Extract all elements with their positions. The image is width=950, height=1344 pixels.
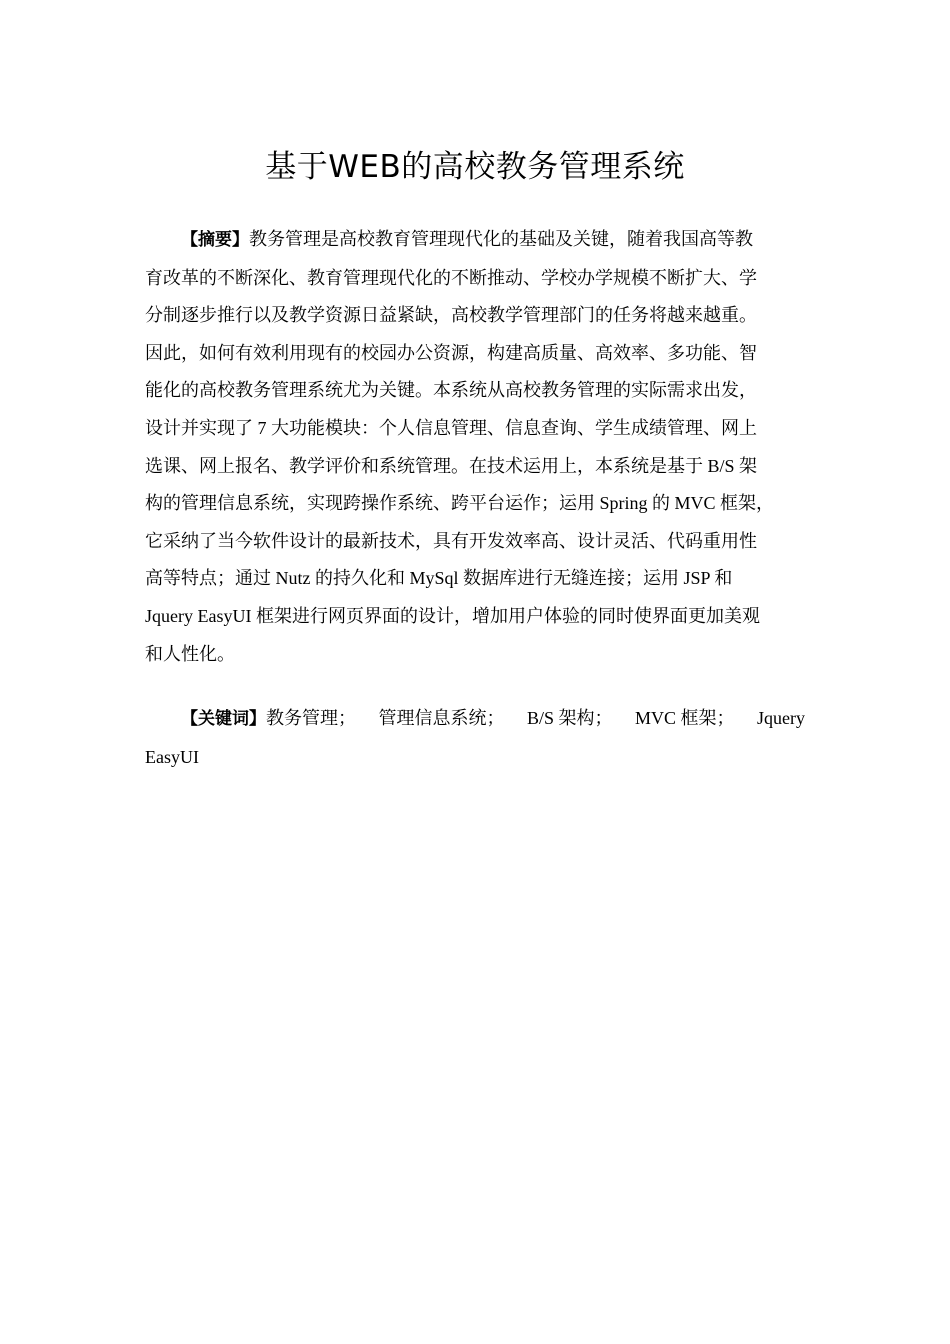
- abstract-line: Jquery EasyUI 框架进行网页界面的设计，增加用户体验的同时使界面更加美观: [145, 605, 760, 626]
- abstract-label: 【摘要】: [181, 230, 249, 250]
- keywords-continuation: EasyUI: [145, 746, 199, 767]
- abstract-line: 分制逐步推行以及教学资源日益紧缺，高校教学管理部门的任务将越来越重。: [145, 305, 757, 326]
- abstract-line: 设计并实现了 7 大功能模块：个人信息管理、信息查询、学生成绩管理、网上: [145, 417, 757, 438]
- abstract-line: 它采纳了当今软件设计的最新技术，具有开发效率高、设计灵活、代码重用性: [145, 530, 757, 551]
- abstract-line: 能化的高校教务管理系统尤为关键。本系统从高校教务管理的实际需求出发，: [145, 380, 757, 401]
- abstract-line-text: 教务管理是高校教育管理现代化的基础及关键，随着我国高等教: [249, 229, 753, 249]
- abstract-line: 育改革的不断深化、教育管理现代化的不断推动、学校办学规模不断扩大、学: [145, 267, 757, 288]
- abstract-line: 因此，如何有效利用现有的校园办公资源，构建高质量、高效率、多功能、智: [145, 342, 757, 363]
- abstract-line: 高等特点；通过 Nutz 的持久化和 MySql 数据库进行无缝连接；运用 JSP 和: [145, 568, 733, 589]
- abstract-line: 构的管理信息系统，实现跨操作系统、跨平台运作；运用 Spring 的 MVC 框架，: [145, 493, 775, 514]
- keywords-line: [145, 700, 805, 739]
- document-title: 基于WEB的高校教务管理系统: [265, 149, 685, 185]
- abstract-line: 选课、网上报名、教学评价和系统管理。在技术运用上，本系统是基于 B/S 架: [145, 455, 758, 476]
- abstract-line: 和人性化。: [145, 643, 235, 664]
- keyword-item: MVC 框架；: [634, 708, 735, 728]
- abstract-line: [145, 221, 805, 260]
- keyword-item: 教务管理；: [266, 708, 356, 728]
- keyword-item: B/S 架构；: [526, 708, 613, 728]
- keyword-item: 管理信息系统；: [378, 708, 505, 728]
- abstract-section: [145, 221, 805, 673]
- keywords-label: 【关键词】: [181, 709, 266, 729]
- keywords-label-wrap: [145, 700, 356, 739]
- keyword-item: Jquery: [756, 708, 805, 728]
- keywords-section: [145, 700, 805, 776]
